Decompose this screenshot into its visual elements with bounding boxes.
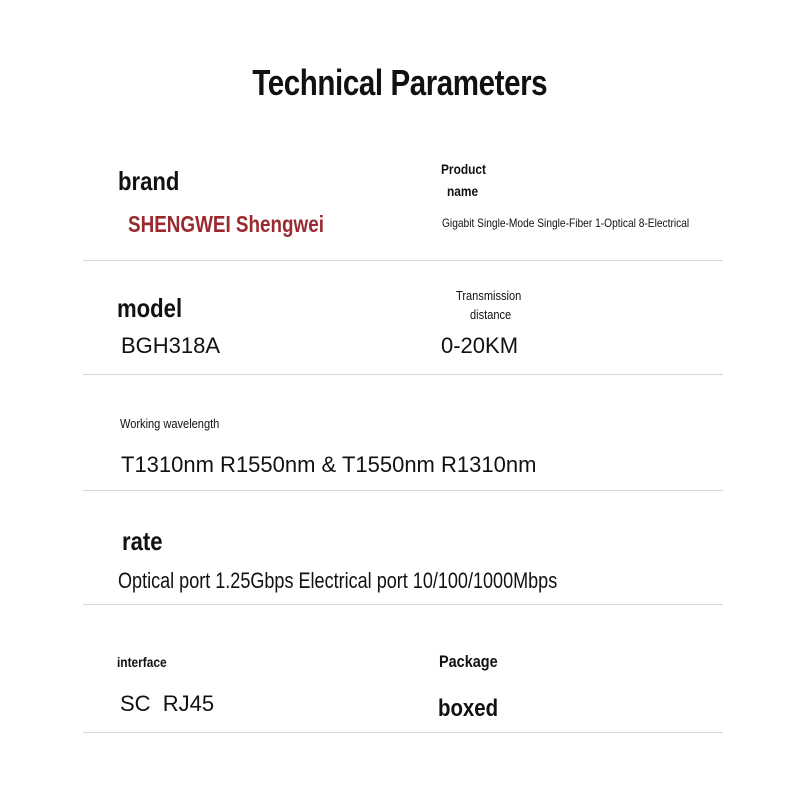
row-divider (83, 374, 723, 375)
product-name-label-line1: Product (441, 161, 486, 177)
product-name-label-line2: name (447, 183, 479, 199)
working-wavelength-value: T1310nm R1550nm & T1550nm R1310nm (121, 452, 537, 477)
model-value: BGH318A (121, 333, 221, 358)
page-title-text: Technical Parameters (252, 62, 548, 103)
row-divider (83, 490, 723, 491)
model-label: model (117, 293, 183, 323)
brand-value: SHENGWEI Shengwei (128, 211, 324, 237)
transmission-distance-label-line1: Transmission (456, 288, 522, 303)
interface-value: SC RJ45 (120, 691, 215, 716)
row-divider (83, 732, 723, 733)
rate-label: rate (122, 526, 163, 556)
package-label: Package (439, 652, 498, 671)
brand-label: brand (118, 166, 180, 196)
interface-label: interface (117, 654, 167, 670)
rate-value: Optical port 1.25Gbps Electrical port 10/100/1000Mbps (118, 568, 558, 593)
transmission-distance-label-line2: distance (470, 307, 512, 322)
product-name-value: Gigabit Single-Mode Single-Fiber 1-Optical 8-Electrical (442, 216, 690, 230)
package-value: boxed (438, 695, 499, 722)
row-divider (83, 260, 723, 261)
page-title (0, 62, 800, 104)
row-divider (83, 604, 723, 605)
working-wavelength-label: Working wavelength (120, 416, 220, 431)
transmission-distance-value: 0-20KM (441, 333, 519, 358)
